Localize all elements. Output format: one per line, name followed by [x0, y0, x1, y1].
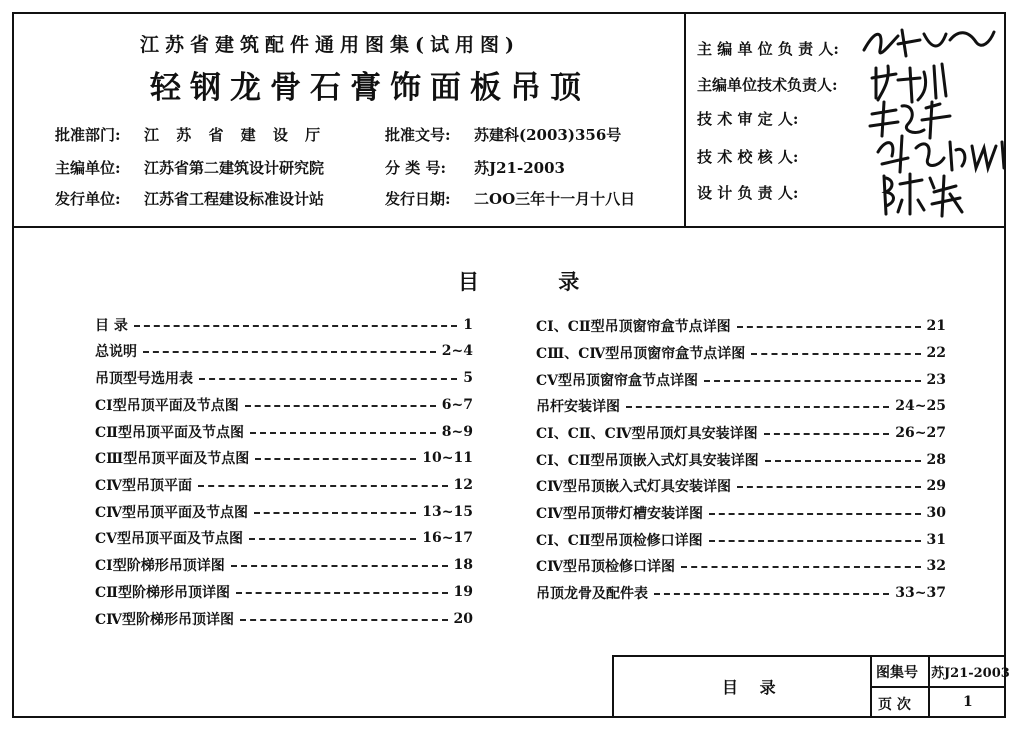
atlas-number-value: 苏J21-2003: [931, 666, 1010, 681]
toc-entry-page: 8~9: [441, 424, 473, 440]
toc-entry[interactable]: [95, 501, 473, 523]
page-number-value: 1: [963, 694, 973, 710]
toc-leader: [654, 593, 889, 595]
toc-entry-name: CⅣ型吊顶平面: [95, 478, 193, 494]
toc-entry-page: 31: [926, 532, 946, 548]
toc-leader: [255, 458, 416, 460]
resp-label-tech-checker: 技 术 校 核 人:: [697, 148, 799, 166]
toc-entry-name: CⅠ、CⅡ型吊顶检修口详图: [536, 533, 703, 549]
toc-entry[interactable]: [536, 395, 946, 417]
toc-entry-name: 总说明: [95, 344, 137, 360]
main-title: 轻钢龙骨石膏饰面板吊顶: [150, 70, 590, 106]
toc-leader: [198, 485, 447, 487]
meta-value-issuing-unit: 江苏省工程建设标准设计站: [144, 190, 325, 208]
toc-entry[interactable]: [95, 340, 473, 362]
toc-leader: [681, 566, 920, 568]
toc-leader: [236, 592, 448, 594]
toc-entry-page: 33~37: [895, 585, 946, 601]
toc-entry-name: CⅣ型吊顶平面及节点图: [95, 505, 249, 521]
toc-entry[interactable]: [95, 394, 473, 416]
toc-leader: [231, 565, 448, 567]
toc-entry[interactable]: [536, 422, 946, 444]
meta-value-issue-date: 二OO三年十一月十八日: [474, 190, 636, 208]
toc-entry-name: CⅠ型阶梯形吊顶详图: [95, 558, 225, 574]
meta-label-chief-unit: 主编单位:: [55, 159, 121, 177]
header-bottom-rule: [12, 226, 1006, 228]
toc-title: 目 录: [458, 269, 616, 294]
toc-entry-page: 26~27: [895, 425, 946, 441]
toc-entry-name: CⅣ型吊顶嵌入式灯具安装详图: [536, 479, 732, 495]
toc-entry-page: 24~25: [895, 398, 946, 414]
title-block-top-rule: [612, 655, 1006, 657]
atlas-number-label: 图集号: [876, 665, 918, 681]
resp-label-tech-reviewer: 技 术 审 定 人:: [697, 110, 799, 128]
toc-entry[interactable]: [95, 314, 473, 336]
toc-entry[interactable]: [536, 315, 946, 337]
toc-entry-page: 16~17: [422, 530, 473, 546]
toc-entry[interactable]: [95, 367, 473, 389]
toc-entry-name: CⅤ型吊顶平面及节点图: [95, 531, 244, 547]
toc-entry-name: CⅣ型吊顶带灯槽安装详图: [536, 506, 704, 522]
header-vertical-rule: [684, 12, 686, 227]
toc-entry[interactable]: [95, 474, 473, 496]
series-title: 江苏省建筑配件通用图集(试用图): [140, 34, 520, 56]
toc-entry-page: 30: [926, 505, 946, 521]
toc-entry-page: 19: [453, 584, 473, 600]
toc-entry-name: 吊顶型号选用表: [95, 371, 193, 387]
meta-label-approval-no: 批准文号:: [385, 126, 451, 144]
title-block-left-rule: [612, 655, 614, 718]
meta-label-class-no: 分 类 号:: [385, 159, 446, 177]
meta-value-chief-unit: 江苏省第二建筑设计研究院: [144, 159, 325, 177]
toc-leader: [245, 405, 436, 407]
toc-entry-name: CⅡ型吊顶平面及节点图: [95, 425, 244, 441]
toc-leader: [737, 486, 920, 488]
toc-entry-name: CⅠ、CⅡ、CⅣ型吊顶灯具安装详图: [536, 426, 758, 442]
toc-entry-name: CⅢ、CⅣ型吊顶窗帘盒节点详图: [536, 346, 746, 362]
toc-entry-page: 20: [453, 611, 473, 627]
toc-entry-page: 6~7: [441, 397, 473, 413]
toc-entry-page: 23: [926, 372, 946, 388]
toc-entry-page: 12: [453, 477, 473, 493]
toc-entry-name: CⅠ、CⅡ型吊顶窗帘盒节点详图: [536, 319, 731, 335]
toc-entry[interactable]: [536, 555, 946, 577]
toc-entry-page: 2~4: [441, 343, 473, 359]
toc-leader: [143, 351, 436, 353]
toc-entry-name: CⅢ型吊顶平面及节点图: [95, 451, 250, 467]
toc-entry-name: 吊顶龙骨及配件表: [536, 586, 648, 602]
meta-value-class-no: 苏J21-2003: [474, 159, 565, 177]
toc-entry[interactable]: [536, 502, 946, 524]
toc-leader: [250, 432, 436, 434]
toc-leader: [240, 619, 447, 621]
meta-label-issue-date: 发行日期:: [385, 190, 451, 208]
toc-entry-page: 21: [926, 318, 946, 334]
toc-entry-name: 吊杆安装详图: [536, 399, 620, 415]
sheet-name: 目 录: [722, 678, 784, 697]
toc-entry[interactable]: [95, 581, 473, 603]
toc-entry[interactable]: [536, 529, 946, 551]
toc-entry-name: 目 录: [95, 318, 128, 334]
toc-entry-page: 18: [453, 557, 473, 573]
toc-leader: [709, 513, 920, 515]
toc-entry[interactable]: [95, 554, 473, 576]
resp-label-tech-head: 主编单位技术负责人:: [697, 76, 838, 94]
toc-entry[interactable]: [536, 342, 946, 364]
toc-leader: [764, 433, 890, 435]
toc-leader: [134, 325, 457, 327]
toc-entry[interactable]: [95, 447, 473, 469]
toc-entry-name: CⅠ、CⅡ型吊顶嵌入式灯具安装详图: [536, 453, 759, 469]
title-block-row-rule: [870, 686, 1006, 688]
meta-label-approving-dept: 批准部门:: [55, 126, 121, 144]
meta-value-approval-no: 苏建科(2003)356号: [474, 126, 622, 144]
signature-design-lead: [880, 168, 966, 220]
toc-entry[interactable]: [95, 608, 473, 630]
toc-entry[interactable]: [536, 582, 946, 604]
toc-leader: [765, 460, 921, 462]
toc-entry[interactable]: [95, 527, 473, 549]
toc-entry-name: CⅤ型吊顶窗帘盒节点详图: [536, 373, 699, 389]
resp-label-chief-unit-head: 主 编 单 位 负 责 人:: [697, 40, 839, 58]
toc-entry-page: 10~11: [422, 450, 473, 466]
toc-entry-page: 13~15: [422, 504, 473, 520]
toc-entry-page: 28: [926, 452, 946, 468]
resp-label-design-lead: 设 计 负 责 人:: [697, 184, 799, 202]
page-number-label: 页 次: [878, 697, 911, 713]
toc-entry-page: 22: [926, 345, 946, 361]
toc-leader: [249, 538, 416, 540]
meta-value-approving-dept: 江 苏 省 建 设 厅: [144, 126, 327, 144]
toc-leader: [737, 326, 921, 328]
toc-entry-name: CⅣ型阶梯形吊顶详图: [95, 612, 235, 628]
toc-leader: [751, 353, 920, 355]
toc-leader: [709, 540, 921, 542]
meta-label-issuing-unit: 发行单位:: [55, 190, 121, 208]
toc-leader: [704, 380, 921, 382]
toc-entry[interactable]: [95, 421, 473, 443]
toc-entry-name: CⅡ型阶梯形吊顶详图: [95, 585, 230, 601]
toc-entry-page: 1: [463, 317, 473, 333]
toc-leader: [626, 406, 889, 408]
toc-entry-page: 29: [926, 478, 946, 494]
toc-leader: [199, 378, 457, 380]
toc-entry-name: CⅣ型吊顶检修口详图: [536, 559, 676, 575]
toc-entry-page: 5: [463, 370, 473, 386]
toc-entry[interactable]: [536, 369, 946, 391]
toc-entry[interactable]: [536, 475, 946, 497]
toc-entry-name: CⅠ型吊顶平面及节点图: [95, 398, 239, 414]
toc-entry-page: 32: [926, 558, 946, 574]
toc-leader: [254, 512, 416, 514]
toc-entry[interactable]: [536, 449, 946, 471]
